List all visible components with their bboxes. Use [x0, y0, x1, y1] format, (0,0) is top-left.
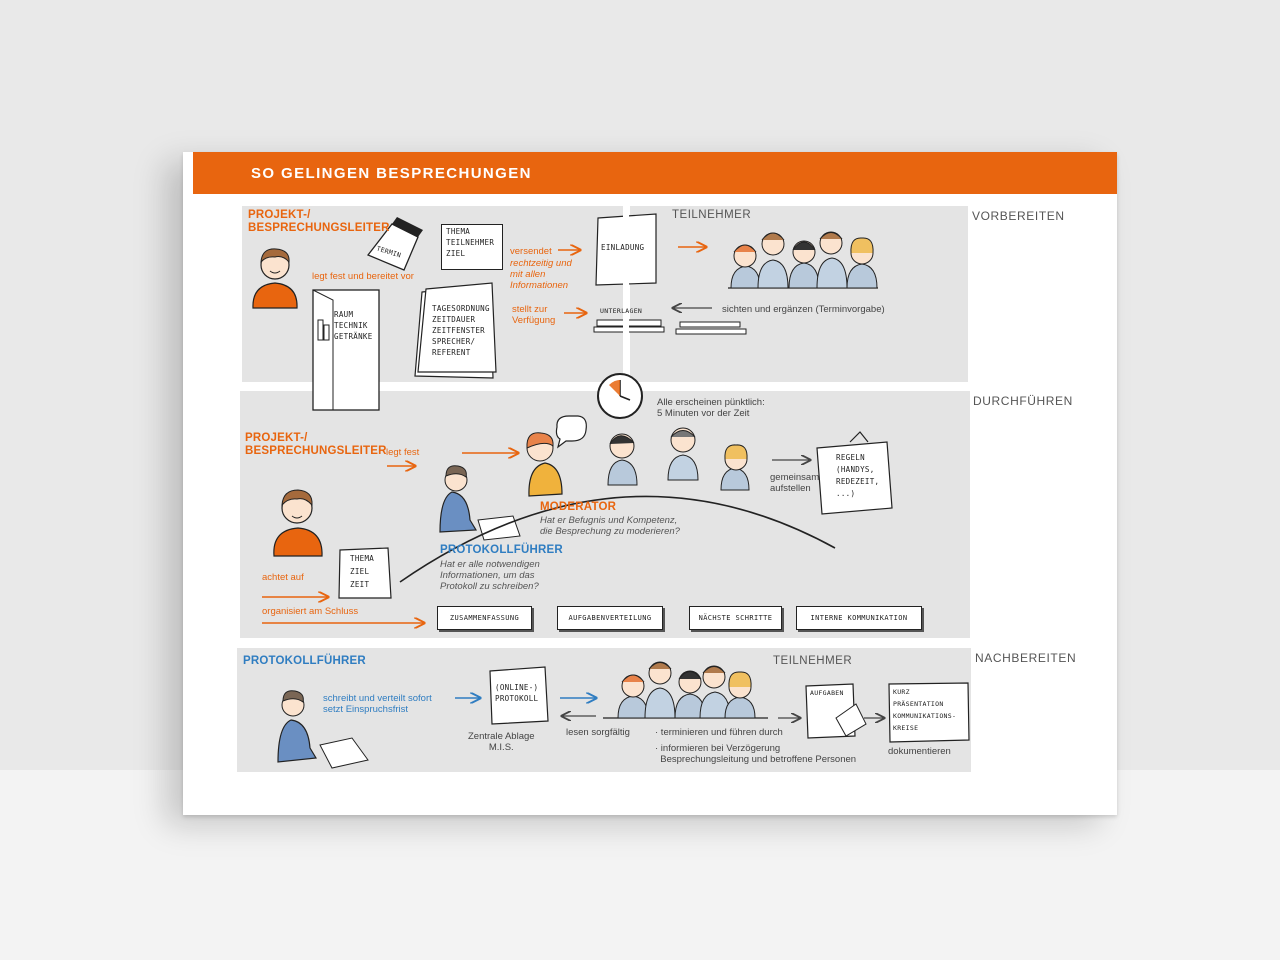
- protocol-question: Hat er alle notwendigen Informationen, um das Protokoll zu schreiben?: [440, 559, 540, 592]
- provides-text: stellt zur Verfügung: [512, 304, 556, 326]
- participants-group-1: [728, 232, 878, 288]
- participants-table: [608, 428, 749, 490]
- leader-label-1: PROJEKT-/ BESPRECHUNGSLEITER: [248, 209, 390, 234]
- tasks-card-text: AUFGABEN: [810, 689, 844, 697]
- organize-text: organisiert am Schluss: [262, 606, 359, 617]
- participants-label-3: TEILNEHMER: [773, 655, 853, 667]
- protocol-label-2: PROTOKOLLFÜHRER: [440, 544, 563, 556]
- room-card-text: RAUM TECHNIK GETRÄNKE: [334, 310, 373, 341]
- summary-card-text: KURZ PRÄSENTATION KOMMUNIKATIONS- KREISE: [893, 688, 957, 732]
- moderator-label: MODERATOR: [540, 501, 617, 513]
- checklist-card-text: THEMA ZIEL ZEIT: [350, 554, 375, 589]
- documents-card-text: UNTERLAGEN: [600, 307, 643, 315]
- document-text: dokumentieren: [888, 746, 951, 757]
- storage-text: Zentrale Ablage M.I.S.: [468, 731, 535, 753]
- leader-figure-1: [253, 249, 297, 308]
- rules-card-text: REGELN (HANDYS, REDEZEIT, ...): [836, 453, 880, 498]
- moderator-figure: [527, 416, 586, 496]
- next-steps-box: NÄCHSTE SCHRITTE: [689, 606, 782, 630]
- stage-conduct: DURCHFÜHREN: [973, 394, 1073, 408]
- task-distribution-box: AUFGABENVERTEILUNG: [557, 606, 663, 630]
- punctual-text: Alle erscheinen pünktlich: 5 Minuten vor der Zeit: [657, 397, 765, 419]
- rules-action-text: gemeinsam aufstellen: [770, 472, 820, 494]
- agenda-card-text: TAGESORDNUNG ZEITDAUER ZEITFENSTER SPRECHER/ REFERENT: [432, 304, 490, 357]
- documents-stack: [594, 320, 746, 334]
- participants-label-1: TEILNEHMER: [672, 209, 752, 221]
- internal-communication-box: INTERNE KOMMUNIKATION: [796, 606, 922, 630]
- defines-text-2: legt fest: [386, 447, 420, 458]
- moderator-question: Hat er Befugnis und Kompetenz, die Besprechung zu moderieren?: [540, 515, 680, 537]
- stage-followup: NACHBEREITEN: [975, 651, 1077, 665]
- participants-group-3: [603, 662, 768, 718]
- invite-card-text: EINLADUNG: [601, 243, 645, 252]
- poster-title: SO GELINGEN BESPRECHUNGEN: [251, 165, 532, 182]
- send-text-detail: rechtzeitig und mit allen Informationen: [510, 258, 572, 291]
- watch-text: achtet auf: [262, 572, 304, 583]
- summary-box: ZUSAMMENFASSUNG: [437, 606, 532, 630]
- protocol-label-3: PROTOKOLLFÜHRER: [243, 655, 366, 667]
- room-door: [313, 290, 379, 410]
- protocol-card-text: (ONLINE-) PROTOKOLL: [495, 683, 539, 703]
- stage-prepare: VORBEREITEN: [972, 209, 1065, 223]
- review-text: sichten und ergänzen (Terminvorgabe): [722, 304, 885, 315]
- bullet-schedule: · terminieren und führen durch: [655, 727, 783, 738]
- send-text: versendet: [510, 246, 552, 257]
- clock-icon: [598, 374, 642, 418]
- bullet-inform: · informieren bei Verzögerung Besprechungsleitung und betroffene Personen: [655, 743, 857, 765]
- protocol-writer-figure: [440, 466, 520, 540]
- leader-label-2: PROJEKT-/ BESPRECHUNGSLEITER: [245, 432, 387, 457]
- topic-card-text: THEMA TEILNEHMER ZIEL: [446, 227, 495, 258]
- leader-figure-2: [274, 490, 322, 556]
- defines-text-1: legt fest und bereitet vor: [312, 271, 414, 282]
- read-text: lesen sorgfältig: [566, 727, 630, 738]
- termin-card-label: TERMIN: [375, 244, 403, 260]
- writes-text: schreibt und verteilt sofort setzt Einspruchsfrist: [323, 693, 432, 715]
